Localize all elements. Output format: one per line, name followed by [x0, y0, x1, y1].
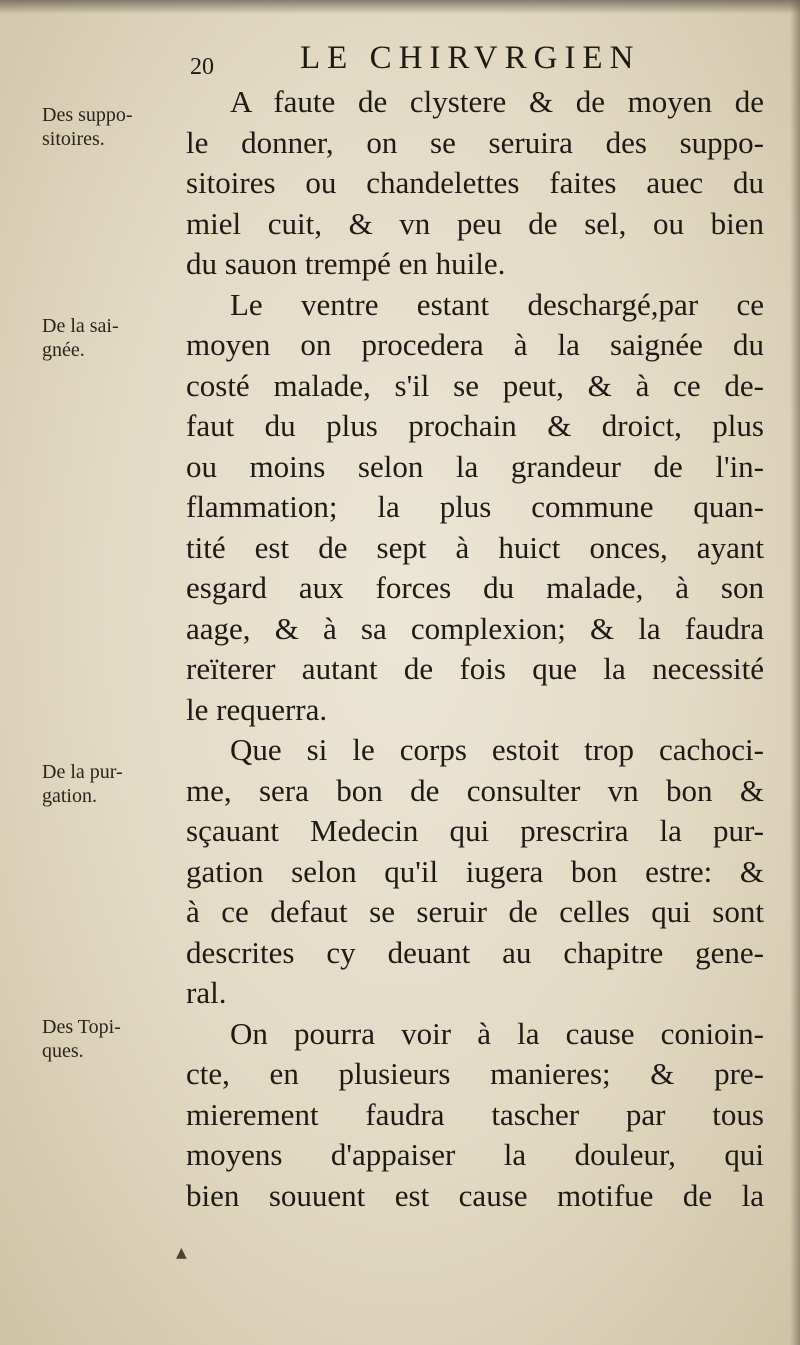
running-title: LE CHIRVRGIEN: [300, 40, 641, 76]
printer-signature-mark: ▲: [176, 1245, 187, 1261]
text-line: esgard aux forces du malade, à son: [186, 570, 764, 605]
text-line: me, sera bon de consulter vn bon &: [186, 772, 764, 808]
text-line: sitoires ou chandelettes faites auec du: [186, 165, 764, 200]
page-header: [190, 40, 690, 84]
text-line: descrites cy deuant au chapitre gene-: [186, 934, 764, 970]
text-line: Le ventre estant deschargé,par ce: [230, 286, 764, 322]
text-line: moyen on procedera à la saignée du: [186, 327, 764, 362]
text-line: tité est de sept à huict onces, ayant: [186, 529, 764, 565]
text-line: reïterer autant de fois que la necessité: [186, 651, 764, 686]
page-number: 20: [190, 54, 214, 80]
margin-note-line: De la pur-: [42, 761, 123, 783]
margin-note-line: gnée.: [42, 339, 85, 361]
text-line: costé malade, s'il se peut, & à ce de-: [186, 367, 764, 403]
margin-note-suppositoires: [42, 103, 162, 151]
text-line: Que si le corps estoit trop cachoci-: [230, 732, 764, 767]
text-line: miel cuit, & vn peu de sel, ou bien: [186, 205, 764, 241]
text-line: flammation; la plus commune quan-: [186, 489, 764, 524]
margin-note-topiques: [42, 1015, 162, 1063]
text-line: On pourra voir à la cause conioin-: [230, 1015, 764, 1051]
text-line: ou moins selon la grandeur de l'in-: [186, 448, 764, 484]
text-line: le donner, on se seruira des suppo-: [186, 124, 764, 160]
margin-note-line: Des Topi-: [42, 1016, 121, 1038]
text-line: A faute de clystere & de moyen de: [230, 84, 764, 119]
body-text: [186, 82, 764, 1216]
text-line: cte, en plusieurs manieres; & pre-: [186, 1056, 764, 1091]
text-line: à ce defaut se seruir de celles qui sont: [186, 894, 764, 929]
text-line: faut du plus prochain & droict, plus: [186, 408, 764, 443]
margin-note-line: Des suppo-: [42, 104, 133, 126]
text-line: bien souuent est cause motifue de la: [186, 1177, 764, 1213]
text-line: mierement faudra tascher par tous: [186, 1096, 764, 1132]
text-line: gation selon qu'il iugera bon estre: &: [186, 853, 764, 889]
margin-note-line: sitoires.: [42, 128, 105, 150]
margin-note-line: De la sai-: [42, 315, 119, 337]
margin-note-line: gation.: [42, 785, 97, 807]
text-line: ral.: [186, 975, 227, 1010]
margin-note-purgation: [42, 760, 162, 808]
text-line: aage, & à sa complexion; & la faudra: [186, 610, 764, 646]
text-line: du sauon trempé en huile.: [186, 246, 506, 281]
margin-note-saignee: [42, 314, 162, 362]
margin-note-line: ques.: [42, 1040, 84, 1062]
text-line: moyens d'appaiser la douleur, qui: [186, 1137, 764, 1172]
text-line: sçauant Medecin qui prescrira la pur-: [186, 813, 764, 848]
text-line: le requerra.: [186, 691, 328, 727]
